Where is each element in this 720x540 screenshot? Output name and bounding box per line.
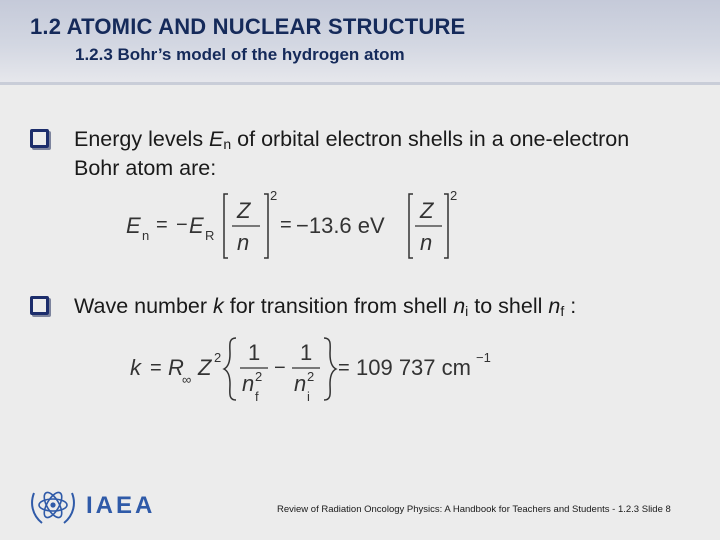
formula1-equals: = xyxy=(156,214,168,236)
formula1-er-sub: R xyxy=(205,228,215,243)
slide-title: 1.2 ATOMIC AND NUCLEAR STRUCTURE xyxy=(30,14,466,39)
formula2-r: R xyxy=(168,355,184,380)
formula1-lhs: E xyxy=(126,213,141,238)
energy-subscript: n xyxy=(223,136,232,152)
formula2-z: Z xyxy=(198,355,212,380)
formula1-frac2-den: n xyxy=(420,230,433,255)
energy-level-formula xyxy=(120,188,480,264)
formula1-neg: − xyxy=(176,214,188,236)
formula2-r-sub: ∞ xyxy=(182,372,192,387)
formula1-frac-den: n xyxy=(237,230,250,255)
formula2-den1-sub: f xyxy=(255,389,259,404)
formula2-k: k xyxy=(130,355,141,380)
formula2-num2: 1 xyxy=(300,340,313,365)
formula2-value-exp: −1 xyxy=(476,350,491,365)
formula1-frac-num: Z xyxy=(237,198,251,223)
formula1-exp2: 2 xyxy=(450,188,458,203)
footer-citation: Review of Radiation Oncology Physics: A Handbook for Teachers and Students - 1.2.3 Slide 8 xyxy=(277,504,671,515)
right-brace xyxy=(324,338,336,400)
bullet1-line2: Bohr atom are: xyxy=(74,156,217,180)
formula2-num1: 1 xyxy=(248,340,261,365)
bullet1-text-post: of orbital electron shells in a one-electron xyxy=(231,127,630,151)
formula2-den1-exp: 2 xyxy=(255,369,263,384)
slide-subtitle: 1.2.3 Bohr’s model of the hydrogen atom xyxy=(75,45,405,64)
initial-shell-subscript: i xyxy=(465,303,469,319)
formula2-den2-exp: 2 xyxy=(307,369,315,384)
bullet-icon xyxy=(30,296,49,315)
wave-number-formula xyxy=(124,332,504,410)
formula2-eq2: = xyxy=(338,357,350,379)
formula1-lhs-sub: n xyxy=(142,228,150,243)
bullet2-text-mid: for transition from shell xyxy=(223,294,454,318)
formula1-exp: 2 xyxy=(270,188,278,203)
formula2-eq: = xyxy=(150,357,162,379)
formula1-equals-2: = xyxy=(280,214,292,236)
formula2-value: 109 737 cm xyxy=(356,355,471,380)
formula2-den2-sub: i xyxy=(307,389,310,404)
header-band xyxy=(0,0,720,82)
bullet-icon xyxy=(30,129,49,148)
formula2-minus: − xyxy=(274,357,286,379)
formula2-z-exp: 2 xyxy=(214,350,222,365)
energy-symbol: E xyxy=(209,127,224,151)
iaea-logo-icon xyxy=(26,481,80,531)
formula2-den1: n xyxy=(242,371,255,396)
initial-shell-symbol: n xyxy=(453,294,466,318)
final-shell-subscript: f xyxy=(560,303,565,319)
left-brace xyxy=(224,338,236,400)
bullet2-text-mid2: to shell xyxy=(468,294,549,318)
header-divider xyxy=(0,82,720,85)
wave-number-symbol: k xyxy=(213,294,224,318)
bullet1-line1 xyxy=(74,127,629,152)
formula2-den2: n xyxy=(294,371,307,396)
bullet2-text-pre: Wave number xyxy=(74,294,214,318)
formula1-frac2-num: Z xyxy=(420,198,434,223)
iaea-logo-text: IAEA xyxy=(86,492,156,519)
bullet1-text-pre: Energy levels xyxy=(74,127,210,151)
bullet2-text-post: : xyxy=(564,294,577,318)
formula1-value: −13.6 eV xyxy=(296,213,385,238)
formula1-er: E xyxy=(189,213,204,238)
final-shell-symbol: n xyxy=(548,294,561,318)
bullet2-line xyxy=(74,294,576,319)
